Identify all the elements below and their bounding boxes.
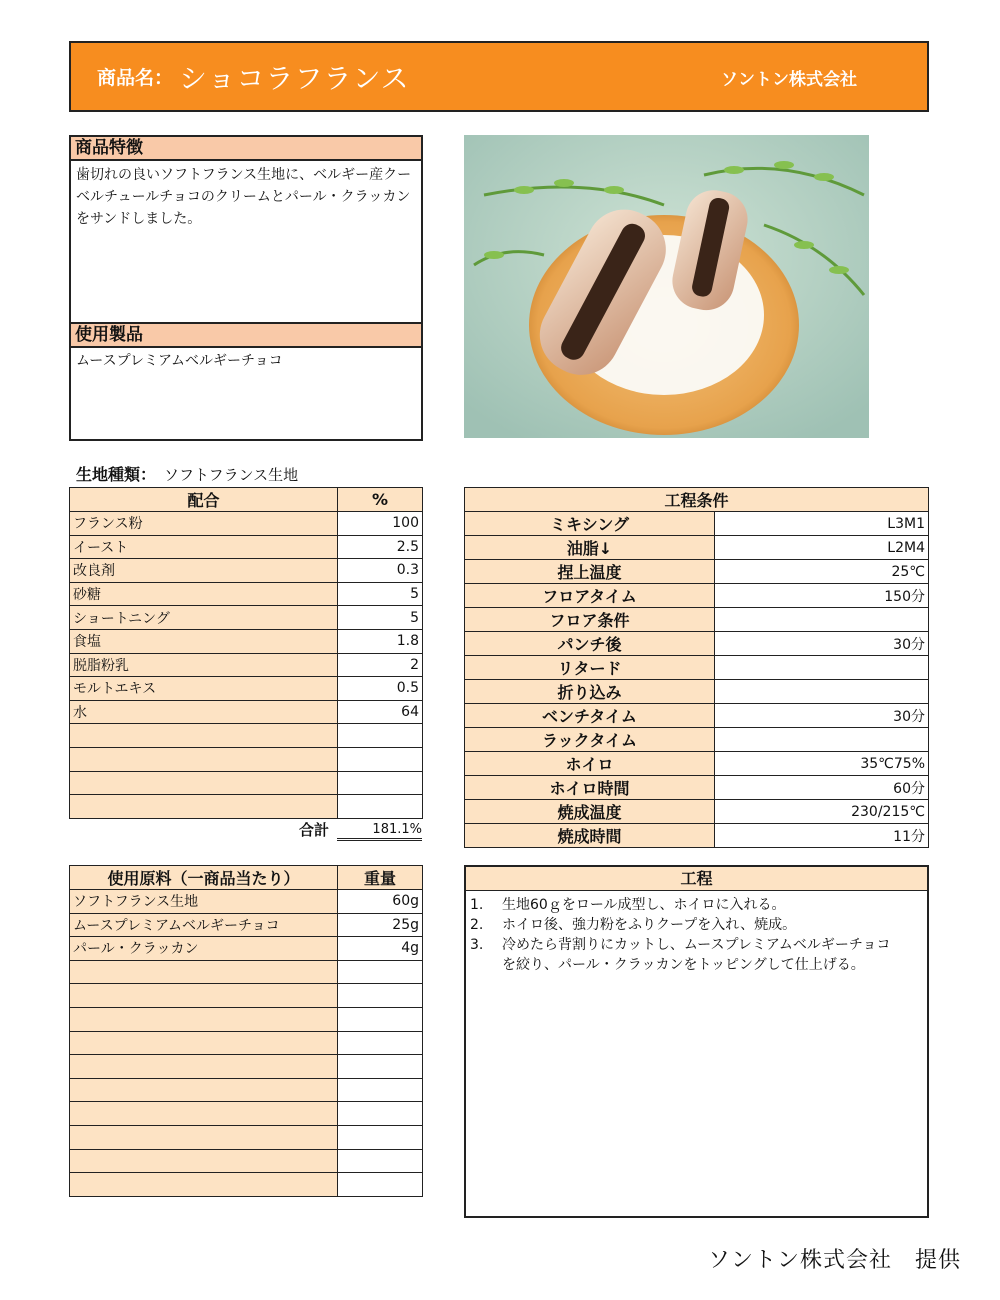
process-value: 60分 (715, 776, 929, 800)
step-item (470, 915, 923, 935)
process-row (465, 728, 929, 752)
process-condition: ホイロ (465, 752, 715, 776)
step-number: 1. (470, 897, 484, 913)
process-condition: 折り込み (465, 680, 715, 704)
process-row (465, 704, 929, 728)
material-row (70, 937, 423, 961)
process-value: 35℃75% (715, 752, 929, 776)
recipe-row (70, 795, 423, 819)
material-row (70, 1125, 423, 1149)
recipe-row (70, 535, 423, 559)
process-row (465, 584, 929, 608)
recipe-row (70, 771, 423, 795)
material-name (70, 1031, 338, 1055)
process-value: 11分 (715, 824, 929, 848)
process-row (465, 512, 929, 536)
recipe-row (70, 559, 423, 583)
recipe-name (70, 747, 338, 771)
recipe-value (338, 747, 423, 771)
recipe-value: 0.3 (338, 559, 423, 583)
process-row (465, 776, 929, 800)
recipe-value (338, 771, 423, 795)
process-value (715, 680, 929, 704)
material-row (70, 984, 423, 1008)
process-value: 30分 (715, 704, 929, 728)
recipe-header-percent: % (338, 488, 423, 512)
material-name (70, 1007, 338, 1031)
recipe-row (70, 629, 423, 653)
products-text: ムースプレミアムベルギーチョコ (76, 353, 283, 369)
recipe-name: フランス粉 (70, 512, 338, 536)
process-condition: ホイロ時間 (465, 776, 715, 800)
material-value (338, 960, 423, 984)
recipe-name (70, 724, 338, 748)
material-value (338, 1149, 423, 1173)
material-name (70, 1149, 338, 1173)
recipe-value (338, 724, 423, 748)
material-row (70, 1055, 423, 1079)
recipe-name: 食塩 (70, 629, 338, 653)
process-row (465, 536, 929, 560)
recipe-name: 砂糖 (70, 582, 338, 606)
recipe-row (70, 677, 423, 701)
recipe-total (69, 816, 423, 842)
recipe-name: ショートニング (70, 606, 338, 630)
steps-box (464, 865, 929, 1218)
recipe-row (70, 700, 423, 724)
material-row (70, 1007, 423, 1031)
material-row (70, 890, 423, 914)
feature-box (69, 135, 423, 441)
recipe-row (70, 512, 423, 536)
process-condition: 捏上温度 (465, 560, 715, 584)
material-value (338, 1173, 423, 1197)
recipe-value: 2.5 (338, 535, 423, 559)
recipe-value: 5 (338, 606, 423, 630)
material-value: 25g (338, 913, 423, 937)
recipe-value: 2 (338, 653, 423, 677)
step-item (470, 935, 923, 975)
process-value (715, 656, 929, 680)
total-label: 合計 (299, 821, 330, 839)
material-value (338, 1102, 423, 1126)
material-value: 4g (338, 937, 423, 961)
material-row (70, 1173, 423, 1197)
process-value: 25℃ (715, 560, 929, 584)
process-value: 30分 (715, 632, 929, 656)
recipe-name: 改良剤 (70, 559, 338, 583)
process-value (715, 608, 929, 632)
recipe-value: 5 (338, 582, 423, 606)
material-value (338, 984, 423, 1008)
recipe-name (70, 795, 338, 819)
process-value: L2M4 (715, 536, 929, 560)
material-row (70, 1031, 423, 1055)
material-value (338, 1125, 423, 1149)
recipe-row (70, 582, 423, 606)
step-number: 2. (470, 917, 484, 933)
process-value (715, 728, 929, 752)
process-condition: ベンチタイム (465, 704, 715, 728)
process-row (465, 608, 929, 632)
material-value (338, 1078, 423, 1102)
step-text: 冷めたら背割りにカットし、ムースプレミアムベルギーチョコを絞り、パール・クラッカンをトッピングして仕上げる。 (502, 937, 891, 973)
process-condition: パンチ後 (465, 632, 715, 656)
process-condition: フロア条件 (465, 608, 715, 632)
recipe-value: 100 (338, 512, 423, 536)
materials-header-weight: 重量 (338, 866, 423, 890)
material-name: ソフトフランス生地 (70, 890, 338, 914)
products-title: 使用製品 (71, 324, 421, 348)
materials-table (69, 865, 423, 1197)
recipe-value: 64 (338, 700, 423, 724)
process-condition: 焼成時間 (465, 824, 715, 848)
material-name (70, 1055, 338, 1079)
process-condition: リタード (465, 656, 715, 680)
material-name (70, 1173, 338, 1197)
step-number: 3. (470, 937, 484, 953)
process-header: 工程条件 (465, 488, 929, 512)
recipe-name (70, 771, 338, 795)
recipe-row (70, 653, 423, 677)
steps-list (466, 891, 927, 979)
material-name (70, 960, 338, 984)
process-condition: フロアタイム (465, 584, 715, 608)
process-condition: ラックタイム (465, 728, 715, 752)
company-name: ソントン株式会社 (721, 70, 857, 90)
process-row (465, 800, 929, 824)
step-item (470, 895, 923, 915)
material-name: パール・クラッカン (70, 937, 338, 961)
steps-header: 工程 (466, 867, 927, 891)
product-name-label: 商品名： (97, 67, 174, 89)
material-name: ムースプレミアムベルギーチョコ (70, 913, 338, 937)
process-condition: ミキシング (465, 512, 715, 536)
material-value (338, 1055, 423, 1079)
recipe-value: 0.5 (338, 677, 423, 701)
material-value (338, 1031, 423, 1055)
material-row (70, 1149, 423, 1173)
process-value: 230/215℃ (715, 800, 929, 824)
process-row (465, 656, 929, 680)
process-value: 150分 (715, 584, 929, 608)
recipe-value: 1.8 (338, 629, 423, 653)
process-value: L3M1 (715, 512, 929, 536)
step-text: ホイロ後、強力粉をふりクープを入れ、焼成。 (502, 917, 797, 933)
material-value (338, 1007, 423, 1031)
total-value: 181.1% (337, 822, 422, 841)
material-row (70, 913, 423, 937)
features-title: 商品特徴 (71, 137, 421, 161)
material-row (70, 1078, 423, 1102)
material-name (70, 1078, 338, 1102)
process-row (465, 680, 929, 704)
process-condition: 焼成温度 (465, 800, 715, 824)
dough-type-value: ソフトフランス生地 (164, 466, 299, 484)
recipe-header-name: 配合 (70, 488, 338, 512)
materials-header-name: 使用原料（一商品当たり） (70, 866, 338, 890)
recipe-table (69, 487, 423, 819)
material-row (70, 960, 423, 984)
dough-type (76, 462, 298, 485)
material-name (70, 984, 338, 1008)
recipe-name: 脱脂粉乳 (70, 653, 338, 677)
process-row (465, 560, 929, 584)
process-conditions-table (464, 487, 929, 848)
recipe-row (70, 606, 423, 630)
process-row (465, 824, 929, 848)
material-name (70, 1102, 338, 1126)
dough-type-label: 生地種類： (76, 465, 157, 484)
product-name: ショコラフランス (179, 61, 410, 95)
step-text: 生地60ｇをロール成型し、ホイロに入れる。 (502, 897, 786, 913)
material-row (70, 1102, 423, 1126)
header-banner (69, 41, 929, 112)
process-row (465, 752, 929, 776)
material-name (70, 1125, 338, 1149)
recipe-name: イースト (70, 535, 338, 559)
process-row (465, 632, 929, 656)
recipe-row (70, 747, 423, 771)
recipe-name: モルトエキス (70, 677, 338, 701)
material-value: 60g (338, 890, 423, 914)
recipe-name: 水 (70, 700, 338, 724)
process-condition: 油脂↓ (465, 536, 715, 560)
recipe-row (70, 724, 423, 748)
features-text: 歯切れの良いソフトフランス生地に、ベルギー産クーベルチュールチョコのクリームとパール・クラッカンをサンドしました。 (71, 161, 421, 324)
footer-credit: ソントン株式会社 提供 (708, 1248, 962, 1273)
recipe-value (338, 795, 423, 819)
product-photo (464, 135, 869, 438)
